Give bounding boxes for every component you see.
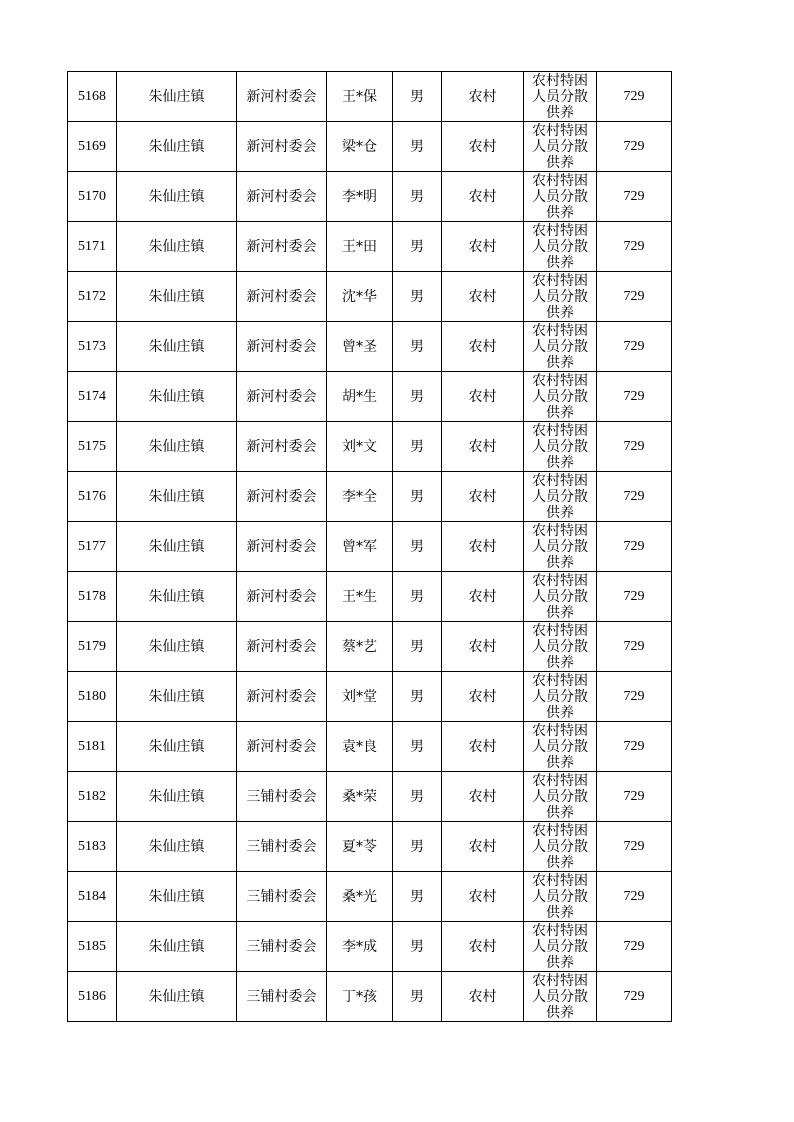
cell-town: 朱仙庄镇	[117, 422, 237, 472]
support-category-text: 农村特困人员分散供养	[532, 573, 588, 620]
table-row	[68, 772, 672, 822]
cell-village: 三铺村委会	[237, 972, 327, 1022]
cell-support-category	[524, 672, 597, 722]
cell-village: 新河村委会	[237, 172, 327, 222]
cell-amount: 729	[597, 222, 672, 272]
cell-village: 新河村委会	[237, 122, 327, 172]
table-row	[68, 372, 672, 422]
cell-person-name: 王*生	[327, 572, 393, 622]
cell-gender: 男	[393, 722, 442, 772]
cell-town: 朱仙庄镇	[117, 322, 237, 372]
support-category-text: 农村特困人员分散供养	[532, 123, 588, 170]
cell-support-category	[524, 822, 597, 872]
support-category-text: 农村特困人员分散供养	[532, 73, 588, 120]
cell-person-name: 桑*荣	[327, 772, 393, 822]
cell-gender: 男	[393, 472, 442, 522]
cell-area-type: 农村	[442, 822, 524, 872]
cell-serial-number: 5186	[68, 972, 117, 1022]
cell-person-name: 桑*光	[327, 872, 393, 922]
cell-area-type: 农村	[442, 322, 524, 372]
cell-amount: 729	[597, 322, 672, 372]
cell-village: 新河村委会	[237, 572, 327, 622]
cell-town: 朱仙庄镇	[117, 772, 237, 822]
cell-town: 朱仙庄镇	[117, 872, 237, 922]
cell-amount: 729	[597, 522, 672, 572]
table-row	[68, 572, 672, 622]
cell-area-type: 农村	[442, 72, 524, 122]
cell-area-type: 农村	[442, 272, 524, 322]
cell-village: 新河村委会	[237, 272, 327, 322]
cell-amount: 729	[597, 872, 672, 922]
roster-body	[68, 72, 672, 1022]
cell-town: 朱仙庄镇	[117, 922, 237, 972]
cell-gender: 男	[393, 972, 442, 1022]
cell-area-type: 农村	[442, 172, 524, 222]
cell-person-name: 李*成	[327, 922, 393, 972]
cell-town: 朱仙庄镇	[117, 272, 237, 322]
support-category-text: 农村特困人员分散供养	[532, 273, 588, 320]
cell-gender: 男	[393, 272, 442, 322]
cell-town: 朱仙庄镇	[117, 622, 237, 672]
table-row	[68, 622, 672, 672]
cell-gender: 男	[393, 172, 442, 222]
cell-town: 朱仙庄镇	[117, 722, 237, 772]
cell-area-type: 农村	[442, 672, 524, 722]
cell-amount: 729	[597, 72, 672, 122]
cell-area-type: 农村	[442, 372, 524, 422]
cell-person-name: 李*明	[327, 172, 393, 222]
cell-serial-number: 5168	[68, 72, 117, 122]
cell-serial-number: 5180	[68, 672, 117, 722]
table-row	[68, 72, 672, 122]
support-category-text: 农村特困人员分散供养	[532, 773, 588, 820]
cell-area-type: 农村	[442, 472, 524, 522]
cell-support-category	[524, 472, 597, 522]
table-row	[68, 472, 672, 522]
table-row	[68, 322, 672, 372]
table-row	[68, 822, 672, 872]
cell-support-category	[524, 522, 597, 572]
cell-town: 朱仙庄镇	[117, 72, 237, 122]
cell-support-category	[524, 222, 597, 272]
cell-town: 朱仙庄镇	[117, 572, 237, 622]
cell-area-type: 农村	[442, 572, 524, 622]
cell-village: 三铺村委会	[237, 822, 327, 872]
cell-person-name: 刘*堂	[327, 672, 393, 722]
cell-support-category	[524, 372, 597, 422]
table-row	[68, 422, 672, 472]
cell-area-type: 农村	[442, 422, 524, 472]
cell-area-type: 农村	[442, 972, 524, 1022]
cell-support-category	[524, 872, 597, 922]
support-category-text: 农村特困人员分散供养	[532, 323, 588, 370]
cell-amount: 729	[597, 672, 672, 722]
cell-support-category	[524, 122, 597, 172]
cell-support-category	[524, 322, 597, 372]
cell-serial-number: 5174	[68, 372, 117, 422]
cell-serial-number: 5171	[68, 222, 117, 272]
support-category-text: 农村特困人员分散供养	[532, 223, 588, 270]
support-category-text: 农村特困人员分散供养	[532, 423, 588, 470]
cell-support-category	[524, 972, 597, 1022]
cell-gender: 男	[393, 122, 442, 172]
cell-serial-number: 5169	[68, 122, 117, 172]
cell-town: 朱仙庄镇	[117, 822, 237, 872]
cell-person-name: 刘*文	[327, 422, 393, 472]
cell-amount: 729	[597, 172, 672, 222]
cell-amount: 729	[597, 372, 672, 422]
cell-person-name: 王*田	[327, 222, 393, 272]
cell-village: 三铺村委会	[237, 772, 327, 822]
table-row	[68, 172, 672, 222]
cell-serial-number: 5178	[68, 572, 117, 622]
cell-person-name: 李*全	[327, 472, 393, 522]
cell-town: 朱仙庄镇	[117, 672, 237, 722]
cell-town: 朱仙庄镇	[117, 972, 237, 1022]
cell-serial-number: 5184	[68, 872, 117, 922]
cell-gender: 男	[393, 672, 442, 722]
cell-gender: 男	[393, 222, 442, 272]
cell-person-name: 梁*仓	[327, 122, 393, 172]
cell-serial-number: 5175	[68, 422, 117, 472]
cell-town: 朱仙庄镇	[117, 372, 237, 422]
cell-gender: 男	[393, 922, 442, 972]
cell-person-name: 袁*良	[327, 722, 393, 772]
cell-area-type: 农村	[442, 222, 524, 272]
cell-support-category	[524, 572, 597, 622]
cell-gender: 男	[393, 822, 442, 872]
cell-support-category	[524, 772, 597, 822]
cell-serial-number: 5173	[68, 322, 117, 372]
cell-area-type: 农村	[442, 522, 524, 572]
cell-support-category	[524, 172, 597, 222]
cell-person-name: 曾*圣	[327, 322, 393, 372]
table-row	[68, 522, 672, 572]
cell-person-name: 沈*华	[327, 272, 393, 322]
cell-person-name: 夏*苓	[327, 822, 393, 872]
cell-village: 新河村委会	[237, 322, 327, 372]
cell-town: 朱仙庄镇	[117, 472, 237, 522]
support-category-text: 农村特困人员分散供养	[532, 523, 588, 570]
table-row	[68, 222, 672, 272]
cell-village: 新河村委会	[237, 222, 327, 272]
cell-gender: 男	[393, 372, 442, 422]
cell-person-name: 丁*孩	[327, 972, 393, 1022]
cell-village: 新河村委会	[237, 422, 327, 472]
cell-serial-number: 5176	[68, 472, 117, 522]
table-row	[68, 672, 672, 722]
cell-gender: 男	[393, 572, 442, 622]
support-category-text: 农村特困人员分散供养	[532, 923, 588, 970]
cell-support-category	[524, 922, 597, 972]
cell-serial-number: 5181	[68, 722, 117, 772]
cell-person-name: 蔡*艺	[327, 622, 393, 672]
cell-gender: 男	[393, 522, 442, 572]
cell-area-type: 农村	[442, 722, 524, 772]
support-category-text: 农村特困人员分散供养	[532, 173, 588, 220]
cell-amount: 729	[597, 772, 672, 822]
cell-serial-number: 5182	[68, 772, 117, 822]
cell-gender: 男	[393, 872, 442, 922]
cell-amount: 729	[597, 722, 672, 772]
cell-person-name: 王*保	[327, 72, 393, 122]
cell-amount: 729	[597, 422, 672, 472]
cell-gender: 男	[393, 72, 442, 122]
cell-support-category	[524, 422, 597, 472]
cell-amount: 729	[597, 822, 672, 872]
cell-serial-number: 5172	[68, 272, 117, 322]
cell-village: 三铺村委会	[237, 922, 327, 972]
cell-person-name: 胡*生	[327, 372, 393, 422]
cell-serial-number: 5170	[68, 172, 117, 222]
support-category-text: 农村特困人员分散供养	[532, 673, 588, 720]
cell-amount: 729	[597, 272, 672, 322]
support-category-text: 农村特困人员分散供养	[532, 723, 588, 770]
cell-serial-number: 5183	[68, 822, 117, 872]
cell-support-category	[524, 722, 597, 772]
cell-gender: 男	[393, 422, 442, 472]
support-category-text: 农村特困人员分散供养	[532, 623, 588, 670]
cell-amount: 729	[597, 572, 672, 622]
support-category-text: 农村特困人员分散供养	[532, 973, 588, 1020]
cell-area-type: 农村	[442, 922, 524, 972]
support-category-text: 农村特困人员分散供养	[532, 823, 588, 870]
cell-town: 朱仙庄镇	[117, 222, 237, 272]
cell-village: 新河村委会	[237, 72, 327, 122]
cell-village: 新河村委会	[237, 472, 327, 522]
cell-amount: 729	[597, 472, 672, 522]
cell-village: 三铺村委会	[237, 872, 327, 922]
cell-gender: 男	[393, 622, 442, 672]
cell-gender: 男	[393, 322, 442, 372]
cell-town: 朱仙庄镇	[117, 522, 237, 572]
cell-person-name: 曾*军	[327, 522, 393, 572]
cell-support-category	[524, 272, 597, 322]
table-row	[68, 972, 672, 1022]
cell-support-category	[524, 72, 597, 122]
cell-village: 新河村委会	[237, 722, 327, 772]
cell-amount: 729	[597, 972, 672, 1022]
cell-village: 新河村委会	[237, 672, 327, 722]
table-row	[68, 922, 672, 972]
cell-area-type: 农村	[442, 122, 524, 172]
cell-area-type: 农村	[442, 772, 524, 822]
table-row	[68, 122, 672, 172]
cell-serial-number: 5185	[68, 922, 117, 972]
cell-area-type: 农村	[442, 622, 524, 672]
cell-amount: 729	[597, 922, 672, 972]
cell-serial-number: 5177	[68, 522, 117, 572]
table-row	[68, 272, 672, 322]
support-category-text: 农村特困人员分散供养	[532, 473, 588, 520]
support-category-text: 农村特困人员分散供养	[532, 873, 588, 920]
cell-village: 新河村委会	[237, 522, 327, 572]
cell-town: 朱仙庄镇	[117, 122, 237, 172]
cell-serial-number: 5179	[68, 622, 117, 672]
cell-support-category	[524, 622, 597, 672]
table-row	[68, 872, 672, 922]
roster-table	[67, 71, 672, 1022]
cell-amount: 729	[597, 622, 672, 672]
cell-amount: 729	[597, 122, 672, 172]
cell-town: 朱仙庄镇	[117, 172, 237, 222]
cell-gender: 男	[393, 772, 442, 822]
cell-area-type: 农村	[442, 872, 524, 922]
cell-village: 新河村委会	[237, 622, 327, 672]
support-category-text: 农村特困人员分散供养	[532, 373, 588, 420]
cell-village: 新河村委会	[237, 372, 327, 422]
table-row	[68, 722, 672, 772]
